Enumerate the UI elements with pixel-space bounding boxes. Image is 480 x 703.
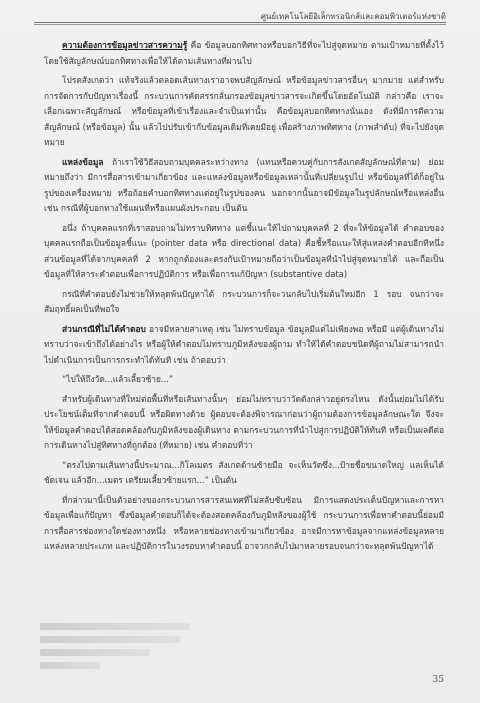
paragraph-text: ถ้าเราใช้วิธีสอบถามบุคคลระหว่างทาง (แทนหรือควบคู่กับการสังเกตสัญลักษณ์ที่ตาม) ย่อมหมายถึงว่า มีการสื่อสารเข้ามาเกี่ยวข้อง และแหล่งข้อมูลหรือข้อมูลเหล่านั้นที่เปลี่ยนรูปไป หรือข้อมูลที่ได้ก็อยู่ในรูปของเครื่องหมาย หรือถ้อยคำบอกทิศทางแต่อยู่ในรูปของคน นอกจากนั้นอาจมีข้อมูลในรูปลักษณ์หรือแหล่งอื่น เช่น กรณีที่ผู้บอกทางใช้แผนที่หรือแผนผังประกอบ เป็นต้น [44, 156, 444, 213]
paragraph-lead: ส่วนกรณีที่ไม่ได้คำตอบ [62, 323, 146, 334]
faded-line [40, 636, 180, 643]
paragraph [44, 73, 444, 151]
body-text [44, 38, 444, 559]
paragraph-text: อาจมีหลายสาเหตุ เช่น ไม่ทราบข้อมูล ข้อมูลมีแต่ไม่เพียงพอ หรือมี แต่ผู้เดินทางไม่ทราบว่าจะเข้าถึงได้อย่างไร หรือผู้ให้คำตอบไม่ทราบภูมิหลังของผู้ถาม ทำให้ได้คำตอบชนิดที่ผู้ถามไม่สามารถนำไปดำเนินการเป็นการกระทำได้ทันที เช่น ถ้าตอบว่า [44, 323, 444, 365]
running-header: ศูนย์เทคโนโลยีอิเล็กทรอนิกส์และคอมพิวเตอร์แห่งชาติ [260, 12, 446, 21]
paragraph-lead: แหล่งข้อมูล [62, 156, 104, 167]
paragraph-text: ที่กล่าวมานี้เป็นตัวอย่างของกระบวนการสารสนเทศที่ไม่สลับซับซ้อน มีการแสดงประเด็นปัญหาและการหาข้อมูลเพื่อแก้ปัญหา ซึ่งข้อมูลคำตอบก็ได้จะต้องสอดคล้องกับภูมิหลังของผู้ใช้ กระบวนการเพื่อหาคำตอบนี้ย่อมมีการสื่อสารช่องทางใดช่องทางหนึ่ง หรือหลายช่องทางเข้ามาเกี่ยวข้อง อาจมีการหาข้อมูลจากแหล่งข้อมูลหลายแหล่งหลายประเภท และปฏิบัติการในวงรอบหาคำตอบนี้ อาจวกกลับไปมาหลายรอบจนกว่าจะหลุดพ้นปัญหาได้ [44, 494, 444, 551]
quote-text: “ตรงไปตามเส้นทางนี้ประมาณ...กิโลเมตร สังเกตด้านซ้ายมือ จะเห็นวัดซึ่ง...ป้ายชื่อขนาดใหญ่ แลเห็นได้ชัดเจน แล้วอีก...เมตร เตรียมเลี้ยวซ้ายแรก...” เป็นต้น [44, 459, 444, 485]
faded-line [40, 623, 190, 630]
paragraph [44, 221, 444, 283]
paragraph [44, 322, 444, 369]
paragraph-text: อนึ่ง ถ้าบุคคลแรกที่เราสอบถามไม่ทราบทิศทาง แต่ชี้แนะให้ไปถามบุคคลที่ 2 ที่จะให้ข้อมูลได้ คำตอบของบุคคลแรกถือเป็นข้อมูลชี้แนะ (pointer data หรือ directional data) คือชี้หรือแนะให้สู่แหล่งคำตอบอีกทีหนึ่ง ส่วนข้อมูลที่ได้จากบุคคลที่ 2 หากถูกต้องและตรงกับเป้าหมายถือว่าเป็นข้อมูลที่นำไปสู่จุดหมายได้ และถือเป็นข้อมูลที่ให้สาระคำตอบเพื่อการปฏิบัติการ หรือเพื่อการแก้ปัญหา (substantive data) [44, 222, 444, 279]
faded-line [40, 662, 100, 669]
faded-text-block [40, 623, 190, 675]
paragraph-text: กรณีที่คำตอบยังไม่ช่วยให้หลุดพ้นปัญหาได้ กระบวนการก็จะวนกลับไปเริ่มต้นใหม่อีก 1 รอบ จนกว่าจะสัมฤทธิ์ผลเป็นที่พอใจ [44, 288, 444, 314]
quote [44, 372, 444, 388]
faded-line [40, 649, 150, 656]
paragraph-text: โปรดสังเกตว่า แท้จริงแล้วตลอดเส้นทางเราอาจพบสัญลักษณ์ หรือข้อมูลข่าวสารอื่นๆ มากมาย แต่สำหรับการจัดการกับปัญหาเรื่องนี้ กระบวนการคัดสรรกลั่นกรองข้อมูลข่าวสารจะเกิดขึ้นโดยอัตโนมัติ กล่าวคือ เราจะเลือกเฉพาะสัญลักษณ์ หรือข้อมูลที่เข้าเรื่องและจำเป็นเท่านั้น คือข้อมูลบอกทิศทางนั่นเอง ดังที่มีการตีความสัญลักษณ์ (หรือข้อมูล) นั้น แล้วไปปรับเข้ากับข้อมูลเดิมที่เคยมีอยู่ เพื่อสร้างภาพทิศทาง (ภาพลำดับ) ที่จะไปยังจุดหมาย [44, 75, 444, 147]
paragraph [44, 493, 444, 555]
paragraph-lead: ความต้องการข้อมูลข่าวสารความรู้ [62, 40, 188, 50]
header-rule [34, 22, 446, 25]
paragraph [44, 38, 444, 69]
quote [44, 458, 444, 489]
paragraph [44, 155, 444, 217]
quote-text: “ไปให้ถึงวัด...แล้วเลี้ยวซ้าย...” [62, 374, 174, 384]
paragraph [44, 392, 444, 454]
paragraph [44, 287, 444, 318]
page-number: 35 [432, 675, 444, 685]
paragraph-text: สำหรับผู้เดินทางที่ใหม่ต่อพื้นที่หรือเส้นทางนั้นๆ ย่อมไม่ทราบว่าวัดดังกล่าวอยู่ตรงไหน ดังนั้นย่อมไม่ได้รับประโยชน์เต็มที่จากคำตอบนี้ หรือผิดทางด้วย ผู้ตอบจะต้องพิจารณาก่อนว่าผู้ถามต้องการข้อมูลลักษณะใด จึงจะให้ข้อมูลคำตอบได้สอดคล้องกับภูมิหลังของผู้เดินทาง ตามกระบวนการที่นำไปสู่การปฏิบัติให้ทันที หรือเป็นผลดีต่อการเดินทางไปสู่ทิศทางที่ถูกต้อง (ที่หมาย) เช่น คำตอบที่ว่า [44, 393, 444, 450]
paragraph-text: คือ ข้อมูลบอกทิศทางหรือบอกวิธีที่จะไปสู่จุดหมาย ตามเป้าหมายที่ตั้งไว้ โดยใช้สัญลักษณ์บอกทิศทางเพื่อให้ได้ตามเส้นทางที่ผ่านไป [44, 40, 444, 66]
